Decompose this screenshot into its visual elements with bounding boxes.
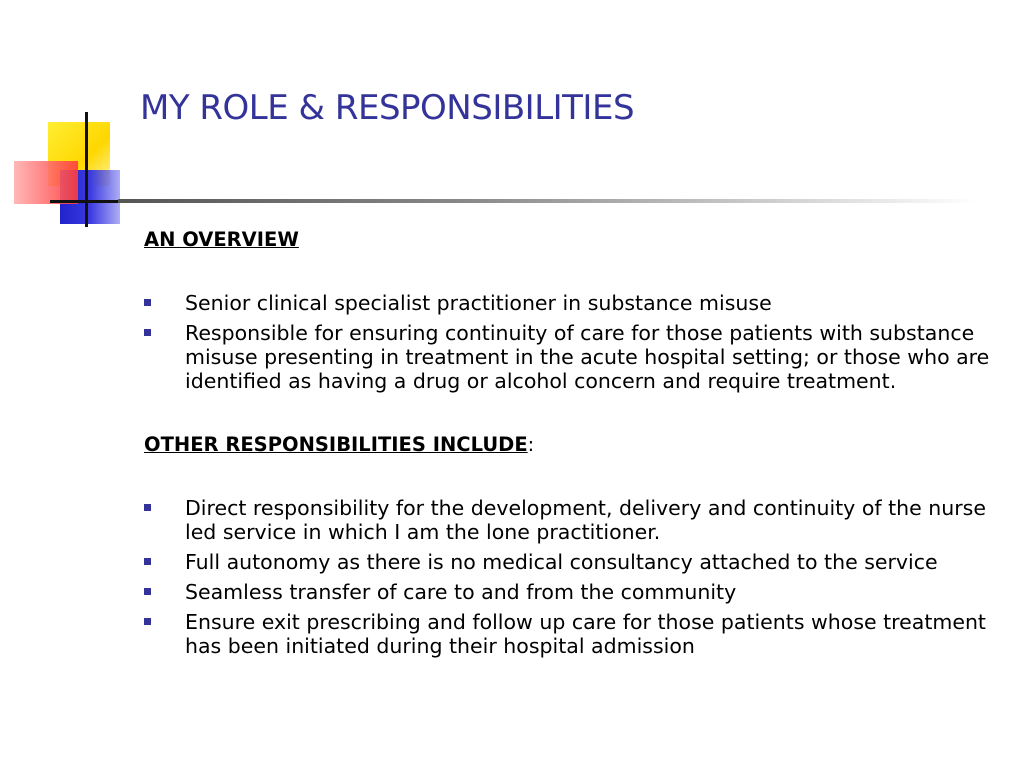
square-bullet-icon bbox=[144, 558, 151, 565]
bullet-text: Full autonomy as there is no medical consultancy attached to the service bbox=[185, 550, 938, 574]
list-item bbox=[144, 580, 1004, 604]
bullet-text: Ensure exit prescribing and follow up care for those patients whose treatment has been initiated during their hospital admission bbox=[185, 610, 986, 658]
list-item bbox=[144, 291, 1004, 315]
list-item bbox=[144, 496, 1004, 544]
list-item bbox=[144, 610, 1004, 658]
square-bullet-icon bbox=[144, 329, 151, 336]
slide-body bbox=[144, 228, 1004, 664]
other-responsibilities-heading bbox=[144, 433, 1004, 457]
logo-vertical-line bbox=[85, 112, 88, 227]
slide-title: MY ROLE & RESPONSIBILITIES bbox=[140, 88, 635, 128]
other-heading-text: OTHER RESPONSIBILITIES INCLUDE bbox=[144, 433, 528, 456]
overview-bullet-list bbox=[144, 291, 1004, 393]
list-item bbox=[144, 550, 1004, 574]
logo-horizontal-line bbox=[50, 200, 122, 203]
red-square-icon bbox=[14, 161, 78, 204]
overview-heading bbox=[144, 228, 1004, 252]
square-bullet-icon bbox=[144, 588, 151, 595]
bullet-text: Direct responsibility for the development, delivery and continuity of the nurse led service in which I am the lone practitioner. bbox=[185, 496, 986, 544]
overview-heading-text: AN OVERVIEW bbox=[144, 228, 299, 251]
square-bullet-icon bbox=[144, 299, 151, 306]
square-bullet-icon bbox=[144, 618, 151, 625]
square-bullet-icon bbox=[144, 504, 151, 511]
title-divider bbox=[118, 199, 978, 203]
list-item bbox=[144, 321, 1004, 393]
other-bullet-list bbox=[144, 496, 1004, 658]
bullet-text: Responsible for ensuring continuity of care for those patients with substance misuse presenting in treatment in the acute hospital setting; or those who are identified as having a drug or alcohol concern and require treatment. bbox=[185, 321, 990, 393]
bullet-text: Senior clinical specialist practitioner in substance misuse bbox=[185, 291, 772, 315]
other-heading-suffix: : bbox=[527, 433, 535, 456]
bullet-text: Seamless transfer of care to and from the community bbox=[185, 580, 737, 604]
